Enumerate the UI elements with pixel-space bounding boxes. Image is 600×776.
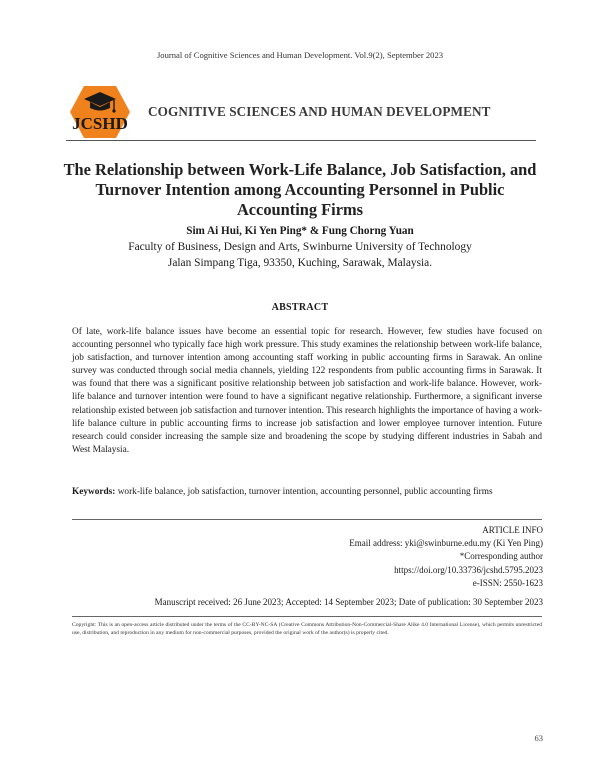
article-info-heading: ARTICLE INFO bbox=[482, 525, 543, 535]
running-head: Journal of Cognitive Sciences and Human Development. Vol.9(2), September 2023 bbox=[156, 50, 444, 60]
eissn: e-ISSN: 2550-1623 bbox=[472, 577, 543, 588]
paper-title: The Relationship between Work-Life Balance, Job Satisfaction, and Turnover Intention among Accounting Personnel in Public Accounting Firms bbox=[63, 160, 537, 219]
author-list: Sim Ai Hui, Ki Yen Ping* & Fung Chorng Yuan bbox=[186, 225, 414, 237]
doi-link[interactable]: https://doi.org/10.33736/jcshd.5795.2023 bbox=[394, 564, 543, 575]
email-address: Email address: yki@swinburne.edu.my (Ki Yen Ping) bbox=[349, 538, 543, 549]
svg-text:JCSHD: JCSHD bbox=[72, 114, 128, 133]
keywords bbox=[72, 486, 542, 499]
corresponding-author: *Corresponding author bbox=[459, 551, 543, 562]
affiliation-line-1: Faculty of Business, Design and Arts, Swinburne University of Technology bbox=[128, 241, 472, 253]
manuscript-dates: Manuscript received: 26 June 2023; Accepted: 14 September 2023; Date of publication: 30 September 2023 bbox=[154, 597, 543, 607]
header-divider bbox=[66, 140, 536, 141]
article-info-divider bbox=[72, 519, 542, 520]
copyright-notice: Copyright: This is an open-access article distributed under the terms of the CC-BY-NC-SA (Creative Commons Attribution-Non-Commercial-Share Alike 4.0 International License), which permits unrestricted use, distribution, and reproduction in any medium for non-commercial purposes, provided the original work of the author(s) is properly cited. bbox=[72, 622, 542, 636]
keywords-text: work-life balance, job satisfaction, turnover intention, accounting personnel, public accounting firms bbox=[115, 487, 493, 497]
abstract-heading: ABSTRACT bbox=[271, 302, 329, 313]
keywords-label: Keywords: bbox=[72, 487, 116, 497]
article-info bbox=[300, 524, 543, 590]
abstract-body: Of late, work-life balance issues have become an essential topic for research. However, few studies have focused on accounting personnel who typically face high work pressure. This study examines the relationship between work-life balance, job satisfaction, and turnover intention among accounting staff working in public accounting firms in Sarawak. An online survey was conducted through social media channels, yielding 122 respondents from public accounting firms in Sarawak. It was found that there was a significant positive relationship between job satisfaction and work-life balance. However, work-life balance and turnover intention were found to have a significant negative relationship. Furthermore, a significant inverse relationship existed between job satisfaction and turnover intention. This research highlights the importance of having a work-life balance culture in public accounting firms to increase job satisfaction and lower employee turnover intention. Future research could consider increasing the sample size and broadening the scope by studying different industries in Sabah and West Malaysia. bbox=[72, 327, 542, 455]
page-number: 63 bbox=[534, 733, 543, 743]
jcshd-logo bbox=[66, 84, 134, 140]
journal-name: COGNITIVE SCIENCES AND HUMAN DEVELOPMENT bbox=[148, 104, 491, 119]
affiliation-line-2: Jalan Simpang Tiga, 93350, Kuching, Sarawak, Malaysia. bbox=[167, 257, 433, 269]
copyright-divider bbox=[72, 616, 542, 617]
